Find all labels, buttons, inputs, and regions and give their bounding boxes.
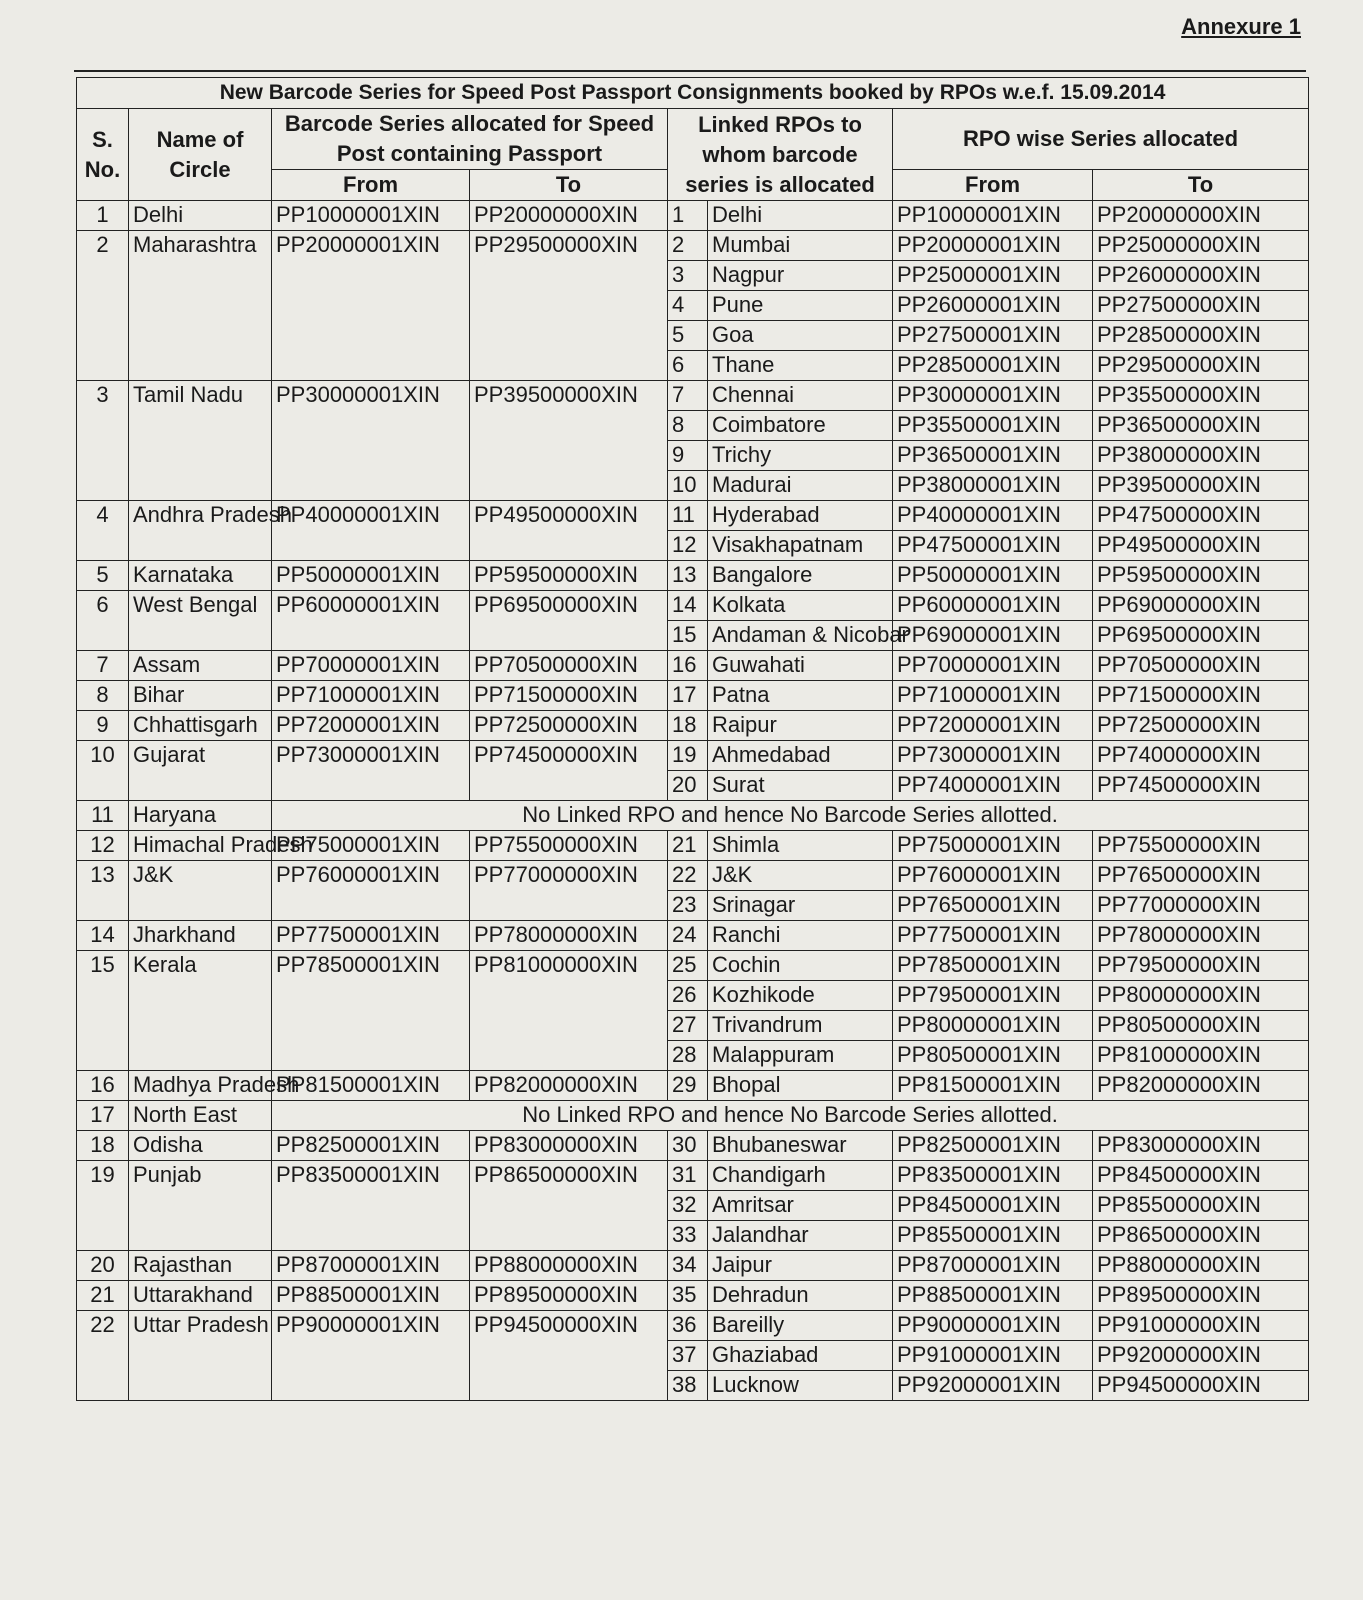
circle-series-from: PP60000001XIN	[272, 591, 470, 651]
circle-name: Assam	[129, 651, 272, 681]
table-row	[77, 681, 1309, 711]
circle-name: Karnataka	[129, 561, 272, 591]
rpo-sno: 15	[668, 621, 708, 651]
circle-series-to: PP94500000XIN	[470, 1311, 668, 1401]
table-row	[77, 951, 1309, 981]
rpo-series-from: PP72000001XIN	[893, 711, 1093, 741]
rpo-series-from: PP27500001XIN	[893, 321, 1093, 351]
rpo-name: Bhubaneswar	[708, 1131, 893, 1161]
circle-sno: 10	[77, 741, 129, 801]
circle-series-to: PP59500000XIN	[470, 561, 668, 591]
annexure-label: Annexure 1	[1181, 14, 1301, 39]
rpo-sno: 5	[668, 321, 708, 351]
circle-name: Odisha	[129, 1131, 272, 1161]
circle-name: Haryana	[129, 801, 272, 831]
rpo-series-to: PP72500000XIN	[1093, 711, 1309, 741]
no-series-note: No Linked RPO and hence No Barcode Series allotted.	[272, 801, 1309, 831]
rpo-series-to: PP74500000XIN	[1093, 771, 1309, 801]
rpo-sno: 12	[668, 531, 708, 561]
rpo-series-from: PP47500001XIN	[893, 531, 1093, 561]
rpo-series-from: PP26000001XIN	[893, 291, 1093, 321]
circle-series-to: PP86500000XIN	[470, 1161, 668, 1251]
rpo-sno: 21	[668, 831, 708, 861]
circle-series-from: PP88500001XIN	[272, 1281, 470, 1311]
circle-sno: 6	[77, 591, 129, 651]
circle-name: Bihar	[129, 681, 272, 711]
rpo-series-to: PP70500000XIN	[1093, 651, 1309, 681]
rpo-sno: 16	[668, 651, 708, 681]
rpo-name: Shimla	[708, 831, 893, 861]
circle-series-from: PP40000001XIN	[272, 501, 470, 561]
header-rpo-to: To	[1093, 170, 1309, 201]
table-row	[77, 201, 1309, 231]
rpo-sno: 11	[668, 501, 708, 531]
rpo-name: Madurai	[708, 471, 893, 501]
rpo-sno: 29	[668, 1071, 708, 1101]
rpo-series-to: PP79500000XIN	[1093, 951, 1309, 981]
rpo-sno: 24	[668, 921, 708, 951]
table-row	[77, 1251, 1309, 1281]
circle-series-from: PP30000001XIN	[272, 381, 470, 501]
circle-series-to: PP88000000XIN	[470, 1251, 668, 1281]
circle-sno: 2	[77, 231, 129, 381]
table-row	[77, 1311, 1309, 1341]
rpo-name: Srinagar	[708, 891, 893, 921]
rpo-sno: 13	[668, 561, 708, 591]
rpo-sno: 17	[668, 681, 708, 711]
rpo-series-from: PP70000001XIN	[893, 651, 1093, 681]
circle-series-to: PP89500000XIN	[470, 1281, 668, 1311]
header-linked-rpos: Linked RPOs to whom barcode series is allocated	[668, 109, 893, 201]
header-rpo-series: RPO wise Series allocated	[893, 109, 1309, 170]
rpo-series-to: PP35500000XIN	[1093, 381, 1309, 411]
rpo-sno: 9	[668, 441, 708, 471]
circle-name: Madhya Pradesh	[129, 1071, 272, 1101]
circle-sno: 20	[77, 1251, 129, 1281]
rpo-sno: 33	[668, 1221, 708, 1251]
circle-series-to: PP20000000XIN	[470, 201, 668, 231]
rpo-series-to: PP92000000XIN	[1093, 1341, 1309, 1371]
circle-sno: 7	[77, 651, 129, 681]
rpo-name: Visakhapatnam	[708, 531, 893, 561]
circle-series-to: PP75500000XIN	[470, 831, 668, 861]
circle-series-from: PP20000001XIN	[272, 231, 470, 381]
rpo-series-to: PP71500000XIN	[1093, 681, 1309, 711]
rpo-series-from: PP88500001XIN	[893, 1281, 1093, 1311]
header-series-from: From	[272, 170, 470, 201]
circle-name: West Bengal	[129, 591, 272, 651]
table-row	[77, 231, 1309, 261]
circle-series-from: PP78500001XIN	[272, 951, 470, 1071]
circle-name: Gujarat	[129, 741, 272, 801]
table-title: New Barcode Series for Speed Post Passport Consignments booked by RPOs w.e.f. 15.09.2014	[77, 78, 1309, 109]
rpo-series-from: PP80000001XIN	[893, 1011, 1093, 1041]
circle-sno: 14	[77, 921, 129, 951]
circle-sno: 16	[77, 1071, 129, 1101]
rpo-series-to: PP80500000XIN	[1093, 1011, 1309, 1041]
rpo-name: Cochin	[708, 951, 893, 981]
rpo-name: Amritsar	[708, 1191, 893, 1221]
rpo-series-to: PP59500000XIN	[1093, 561, 1309, 591]
circle-series-from: PP81500001XIN	[272, 1071, 470, 1101]
top-rule	[74, 70, 1306, 72]
circle-series-from: PP76000001XIN	[272, 861, 470, 921]
rpo-name: Ranchi	[708, 921, 893, 951]
rpo-name: J&K	[708, 861, 893, 891]
circle-series-to: PP83000000XIN	[470, 1131, 668, 1161]
rpo-series-to: PP49500000XIN	[1093, 531, 1309, 561]
header-rpo-from: From	[893, 170, 1093, 201]
rpo-sno: 27	[668, 1011, 708, 1041]
circle-series-from: PP87000001XIN	[272, 1251, 470, 1281]
rpo-sno: 37	[668, 1341, 708, 1371]
table-row	[77, 861, 1309, 891]
circle-sno: 5	[77, 561, 129, 591]
rpo-series-from: PP40000001XIN	[893, 501, 1093, 531]
rpo-series-from: PP84500001XIN	[893, 1191, 1093, 1221]
table-row	[77, 1281, 1309, 1311]
rpo-series-from: PP80500001XIN	[893, 1041, 1093, 1071]
rpo-name: Raipur	[708, 711, 893, 741]
no-series-note: No Linked RPO and hence No Barcode Series allotted.	[272, 1101, 1309, 1131]
rpo-series-to: PP27500000XIN	[1093, 291, 1309, 321]
rpo-series-from: PP10000001XIN	[893, 201, 1093, 231]
rpo-series-from: PP38000001XIN	[893, 471, 1093, 501]
rpo-name: Mumbai	[708, 231, 893, 261]
rpo-series-to: PP47500000XIN	[1093, 501, 1309, 531]
rpo-sno: 36	[668, 1311, 708, 1341]
header-circle: Name of Circle	[129, 109, 272, 201]
circle-series-from: PP10000001XIN	[272, 201, 470, 231]
circle-series-to: PP49500000XIN	[470, 501, 668, 561]
circle-name: Punjab	[129, 1161, 272, 1251]
circle-series-from: PP82500001XIN	[272, 1131, 470, 1161]
circle-series-from: PP72000001XIN	[272, 711, 470, 741]
table-row	[77, 1161, 1309, 1191]
rpo-name: Surat	[708, 771, 893, 801]
rpo-sno: 19	[668, 741, 708, 771]
rpo-name: Trichy	[708, 441, 893, 471]
rpo-sno: 18	[668, 711, 708, 741]
header-series-to: To	[470, 170, 668, 201]
circle-name: Andhra Pradesh	[129, 501, 272, 561]
circle-series-to: PP82000000XIN	[470, 1071, 668, 1101]
rpo-series-from: PP69000001XIN	[893, 621, 1093, 651]
circle-series-to: PP39500000XIN	[470, 381, 668, 501]
table-row	[77, 801, 1309, 831]
rpo-sno: 34	[668, 1251, 708, 1281]
circle-sno: 13	[77, 861, 129, 921]
rpo-series-from: PP35500001XIN	[893, 411, 1093, 441]
rpo-series-from: PP78500001XIN	[893, 951, 1093, 981]
rpo-name: Chennai	[708, 381, 893, 411]
table-row	[77, 561, 1309, 591]
rpo-series-to: PP88000000XIN	[1093, 1251, 1309, 1281]
rpo-sno: 35	[668, 1281, 708, 1311]
rpo-name: Pune	[708, 291, 893, 321]
rpo-sno: 20	[668, 771, 708, 801]
rpo-name: Thane	[708, 351, 893, 381]
table-row	[77, 591, 1309, 621]
rpo-sno: 2	[668, 231, 708, 261]
circle-series-to: PP78000000XIN	[470, 921, 668, 951]
rpo-sno: 23	[668, 891, 708, 921]
rpo-sno: 28	[668, 1041, 708, 1071]
rpo-series-from: PP91000001XIN	[893, 1341, 1093, 1371]
circle-series-from: PP90000001XIN	[272, 1311, 470, 1401]
table-row	[77, 381, 1309, 411]
rpo-series-from: PP60000001XIN	[893, 591, 1093, 621]
rpo-series-to: PP77000000XIN	[1093, 891, 1309, 921]
rpo-name: Nagpur	[708, 261, 893, 291]
circle-name: Tamil Nadu	[129, 381, 272, 501]
table-row	[77, 1071, 1309, 1101]
rpo-series-to: PP36500000XIN	[1093, 411, 1309, 441]
rpo-sno: 32	[668, 1191, 708, 1221]
circle-name: North East	[129, 1101, 272, 1131]
rpo-series-to: PP26000000XIN	[1093, 261, 1309, 291]
rpo-name: Bangalore	[708, 561, 893, 591]
rpo-series-to: PP86500000XIN	[1093, 1221, 1309, 1251]
rpo-series-to: PP75500000XIN	[1093, 831, 1309, 861]
header-barcode-series: Barcode Series allocated for Speed Post containing Passport	[272, 109, 668, 170]
rpo-name: Dehradun	[708, 1281, 893, 1311]
circle-series-to: PP74500000XIN	[470, 741, 668, 801]
rpo-series-from: PP85500001XIN	[893, 1221, 1093, 1251]
circle-sno: 1	[77, 201, 129, 231]
rpo-series-to: PP69000000XIN	[1093, 591, 1309, 621]
rpo-series-from: PP82500001XIN	[893, 1131, 1093, 1161]
rpo-sno: 14	[668, 591, 708, 621]
rpo-name: Patna	[708, 681, 893, 711]
rpo-name: Guwahati	[708, 651, 893, 681]
rpo-name: Goa	[708, 321, 893, 351]
rpo-series-to: PP89500000XIN	[1093, 1281, 1309, 1311]
circle-sno: 3	[77, 381, 129, 501]
circle-series-from: PP73000001XIN	[272, 741, 470, 801]
circle-sno: 4	[77, 501, 129, 561]
rpo-name: Malappuram	[708, 1041, 893, 1071]
circle-series-to: PP77000000XIN	[470, 861, 668, 921]
rpo-series-from: PP25000001XIN	[893, 261, 1093, 291]
circle-sno: 8	[77, 681, 129, 711]
circle-series-from: PP70000001XIN	[272, 651, 470, 681]
rpo-sno: 10	[668, 471, 708, 501]
table-row	[77, 921, 1309, 951]
rpo-series-from: PP71000001XIN	[893, 681, 1093, 711]
rpo-series-from: PP81500001XIN	[893, 1071, 1093, 1101]
rpo-sno: 4	[668, 291, 708, 321]
circle-series-to: PP29500000XIN	[470, 231, 668, 381]
rpo-series-to: PP83000000XIN	[1093, 1131, 1309, 1161]
circle-series-to: PP71500000XIN	[470, 681, 668, 711]
circle-name: Kerala	[129, 951, 272, 1071]
circle-sno: 22	[77, 1311, 129, 1401]
circle-series-to: PP72500000XIN	[470, 711, 668, 741]
circle-sno: 12	[77, 831, 129, 861]
rpo-name: Chandigarh	[708, 1161, 893, 1191]
circle-series-from: PP83500001XIN	[272, 1161, 470, 1251]
rpo-series-from: PP36500001XIN	[893, 441, 1093, 471]
rpo-series-to: PP39500000XIN	[1093, 471, 1309, 501]
rpo-series-from: PP90000001XIN	[893, 1311, 1093, 1341]
rpo-series-to: PP82000000XIN	[1093, 1071, 1309, 1101]
rpo-series-from: PP87000001XIN	[893, 1251, 1093, 1281]
table-row	[77, 1101, 1309, 1131]
rpo-sno: 6	[668, 351, 708, 381]
rpo-sno: 7	[668, 381, 708, 411]
rpo-series-to: PP91000000XIN	[1093, 1311, 1309, 1341]
table-body	[77, 201, 1309, 1401]
rpo-series-to: PP94500000XIN	[1093, 1371, 1309, 1401]
rpo-series-from: PP75000001XIN	[893, 831, 1093, 861]
rpo-name: Kozhikode	[708, 981, 893, 1011]
table-row	[77, 651, 1309, 681]
rpo-sno: 22	[668, 861, 708, 891]
rpo-series-to: PP85500000XIN	[1093, 1191, 1309, 1221]
circle-name: Himachal Pradesh	[129, 831, 272, 861]
rpo-series-from: PP92000001XIN	[893, 1371, 1093, 1401]
rpo-series-from: PP74000001XIN	[893, 771, 1093, 801]
rpo-series-from: PP76000001XIN	[893, 861, 1093, 891]
rpo-name: Bareilly	[708, 1311, 893, 1341]
header-sno: S. No.	[77, 109, 129, 201]
circle-sno: 18	[77, 1131, 129, 1161]
circle-sno: 15	[77, 951, 129, 1071]
rpo-series-to: PP80000000XIN	[1093, 981, 1309, 1011]
rpo-name: Coimbatore	[708, 411, 893, 441]
table-row	[77, 501, 1309, 531]
rpo-series-from: PP76500001XIN	[893, 891, 1093, 921]
rpo-series-to: PP20000000XIN	[1093, 201, 1309, 231]
rpo-name: Lucknow	[708, 1371, 893, 1401]
circle-series-to: PP69500000XIN	[470, 591, 668, 651]
rpo-series-to: PP25000000XIN	[1093, 231, 1309, 261]
circle-name: Maharashtra	[129, 231, 272, 381]
rpo-series-to: PP84500000XIN	[1093, 1161, 1309, 1191]
rpo-sno: 31	[668, 1161, 708, 1191]
circle-sno: 21	[77, 1281, 129, 1311]
rpo-name: Hyderabad	[708, 501, 893, 531]
circle-sno: 9	[77, 711, 129, 741]
circle-name: Uttar Pradesh	[129, 1311, 272, 1401]
rpo-series-to: PP78000000XIN	[1093, 921, 1309, 951]
rpo-series-to: PP29500000XIN	[1093, 351, 1309, 381]
rpo-name: Ghaziabad	[708, 1341, 893, 1371]
circle-name: Jharkhand	[129, 921, 272, 951]
barcode-series-table	[76, 77, 1309, 1401]
rpo-series-from: PP28500001XIN	[893, 351, 1093, 381]
rpo-name: Jalandhar	[708, 1221, 893, 1251]
circle-series-to: PP81000000XIN	[470, 951, 668, 1071]
rpo-series-to: PP74000000XIN	[1093, 741, 1309, 771]
rpo-name: Bhopal	[708, 1071, 893, 1101]
rpo-series-from: PP83500001XIN	[893, 1161, 1093, 1191]
rpo-sno: 25	[668, 951, 708, 981]
circle-series-from: PP75000001XIN	[272, 831, 470, 861]
circle-sno: 11	[77, 801, 129, 831]
rpo-sno: 30	[668, 1131, 708, 1161]
circle-name: Chhattisgarh	[129, 711, 272, 741]
table-row	[77, 741, 1309, 771]
rpo-series-from: PP77500001XIN	[893, 921, 1093, 951]
circle-name: Delhi	[129, 201, 272, 231]
rpo-sno: 8	[668, 411, 708, 441]
table-row	[77, 831, 1309, 861]
rpo-series-to: PP81000000XIN	[1093, 1041, 1309, 1071]
rpo-name: Delhi	[708, 201, 893, 231]
rpo-series-from: PP79500001XIN	[893, 981, 1093, 1011]
rpo-name: Andaman & Nicobar	[708, 621, 893, 651]
rpo-name: Trivandrum	[708, 1011, 893, 1041]
table-row	[77, 711, 1309, 741]
rpo-series-to: PP38000000XIN	[1093, 441, 1309, 471]
circle-name: Rajasthan	[129, 1251, 272, 1281]
circle-series-from: PP77500001XIN	[272, 921, 470, 951]
rpo-series-to: PP76500000XIN	[1093, 861, 1309, 891]
circle-series-from: PP71000001XIN	[272, 681, 470, 711]
rpo-name: Jaipur	[708, 1251, 893, 1281]
circle-name: Uttarakhand	[129, 1281, 272, 1311]
rpo-series-from: PP30000001XIN	[893, 381, 1093, 411]
circle-name: J&K	[129, 861, 272, 921]
rpo-sno: 26	[668, 981, 708, 1011]
circle-series-to: PP70500000XIN	[470, 651, 668, 681]
circle-sno: 17	[77, 1101, 129, 1131]
table-row	[77, 1131, 1309, 1161]
rpo-name: Ahmedabad	[708, 741, 893, 771]
rpo-name: Kolkata	[708, 591, 893, 621]
rpo-series-from: PP20000001XIN	[893, 231, 1093, 261]
circle-series-from: PP50000001XIN	[272, 561, 470, 591]
rpo-sno: 1	[668, 201, 708, 231]
rpo-series-to: PP69500000XIN	[1093, 621, 1309, 651]
rpo-series-from: PP73000001XIN	[893, 741, 1093, 771]
rpo-series-to: PP28500000XIN	[1093, 321, 1309, 351]
rpo-sno: 38	[668, 1371, 708, 1401]
rpo-sno: 3	[668, 261, 708, 291]
circle-sno: 19	[77, 1161, 129, 1251]
rpo-series-from: PP50000001XIN	[893, 561, 1093, 591]
